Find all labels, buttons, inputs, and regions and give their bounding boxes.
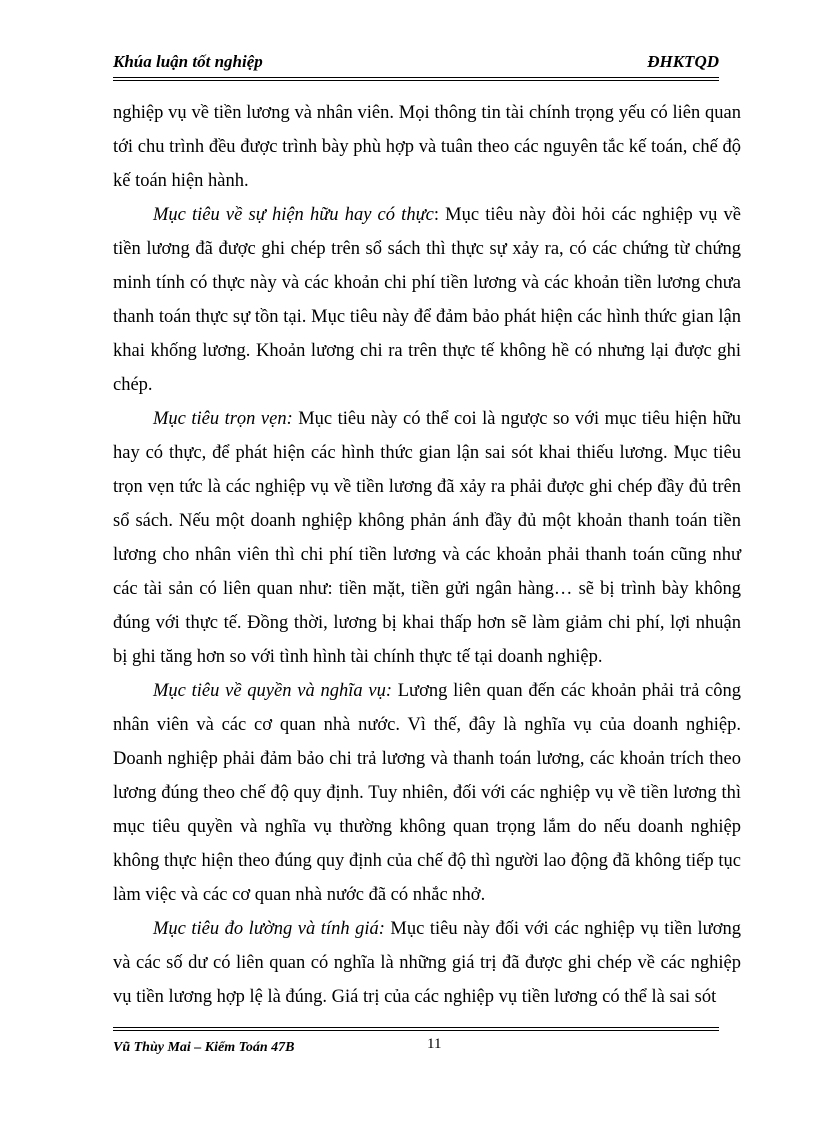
footer-rule-top bbox=[113, 1027, 719, 1028]
paragraph-lead: Mục tiêu đo lường và tính giá: bbox=[153, 919, 385, 939]
body-text bbox=[113, 96, 741, 1014]
header-school: ĐHKTQD bbox=[647, 52, 719, 71]
paragraph-completeness-objective bbox=[113, 402, 741, 674]
paragraph-lead: Mục tiêu về quyền và nghĩa vụ: bbox=[153, 681, 392, 701]
header-rule-top bbox=[113, 77, 719, 78]
header-rule-bottom bbox=[113, 80, 719, 81]
header-title: Khúa luận tốt nghiệp bbox=[113, 52, 263, 71]
paragraph-lead: Mục tiêu trọn vẹn: bbox=[153, 409, 293, 429]
paragraph-text: Lương liên quan đến các khoản phải trả công nhân viên và các cơ quan nhà nước. Vì thế, đây là nghĩa vụ của doanh nghiệp. Doanh nghiệp phải đảm bảo chi trả lương và thanh toán lương, các khoản trích theo lương đúng theo chế độ quy định. Tuy nhiên, đối với các nghiệp vụ về tiền lương thì mục tiêu quyền và nghĩa vụ thường không quan trọng lắm do nếu doanh nghiệp không thực hiện theo đúng quy định của chế độ thì người lao động đã không tiếp tục làm việc và các cơ quan nhà nước đã có nhắc nhở. bbox=[113, 681, 741, 905]
page-number: 11 bbox=[427, 1036, 442, 1052]
page-header bbox=[113, 52, 719, 76]
footer-rule-bottom bbox=[113, 1030, 719, 1031]
paragraph-text: Mục tiêu này đối với các nghiệp vụ tiền lương và các số dư có liên quan có nghĩa là những giá trị đã được ghi chép về các nghiệp vụ tiền lương hợp lệ là đúng. Giá trị của các nghiệp vụ tiền lương có thể là sai sót bbox=[113, 919, 741, 1007]
footer-author: Vũ Thùy Mai – Kiểm Toán 47B bbox=[113, 1040, 295, 1055]
paragraph-lead: Mục tiêu về sự hiện hữu hay có thực bbox=[153, 205, 434, 225]
paragraph-rights-obligations-objective bbox=[113, 674, 741, 912]
paragraph-continuation bbox=[113, 96, 741, 198]
paragraph-valuation-objective bbox=[113, 912, 741, 1014]
page-footer bbox=[113, 1036, 719, 1060]
paragraph-text: : Mục tiêu này đòi hỏi các nghiệp vụ về tiền lương đã được ghi chép trên sổ sách thì thực sự xảy ra, có các chứng từ chứng minh tính có thực này và các khoản chi phí tiền lương và các khoản tiền lương chưa thanh toán thực sự tồn tại. Mục tiêu này để đảm bảo phát hiện các hình thức gian lận khai khống lương. Khoản lương chi ra trên thực tế không hề có nhưng lại được ghi chép. bbox=[113, 205, 741, 395]
paragraph-existence-objective bbox=[113, 198, 741, 402]
paragraph-text: nghiệp vụ về tiền lương và nhân viên. Mọi thông tin tài chính trọng yếu có liên quan tới chu trình đều được trình bày phù hợp và tuân theo các nguyên tắc kế toán, chế độ kế toán hiện hành. bbox=[113, 103, 741, 191]
paragraph-text: Mục tiêu này có thể coi là ngược so với mục tiêu hiện hữu hay có thực, để phát hiện các hình thức gian lận sai sót khai thiếu lương. Mục tiêu trọn vẹn tức là các nghiệp vụ về tiền lương đã xảy ra phải được ghi chép đầy đủ trên sổ sách. Nếu một doanh nghiệp không phản ánh đầy đủ một khoản thanh toán tiền lương cho nhân viên thì chi phí tiền lương và các khoản phải thanh toán cũng như các tài sản có liên quan như: tiền mặt, tiền gửi ngân hàng… sẽ bị trình bày không đúng với thực tế. Đồng thời, lương bị khai thấp hơn sẽ làm giảm chi phí, lợi nhuận bị ghi tăng hơn so với tình hình tài chính thực tế tại doanh nghiệp. bbox=[113, 409, 741, 667]
